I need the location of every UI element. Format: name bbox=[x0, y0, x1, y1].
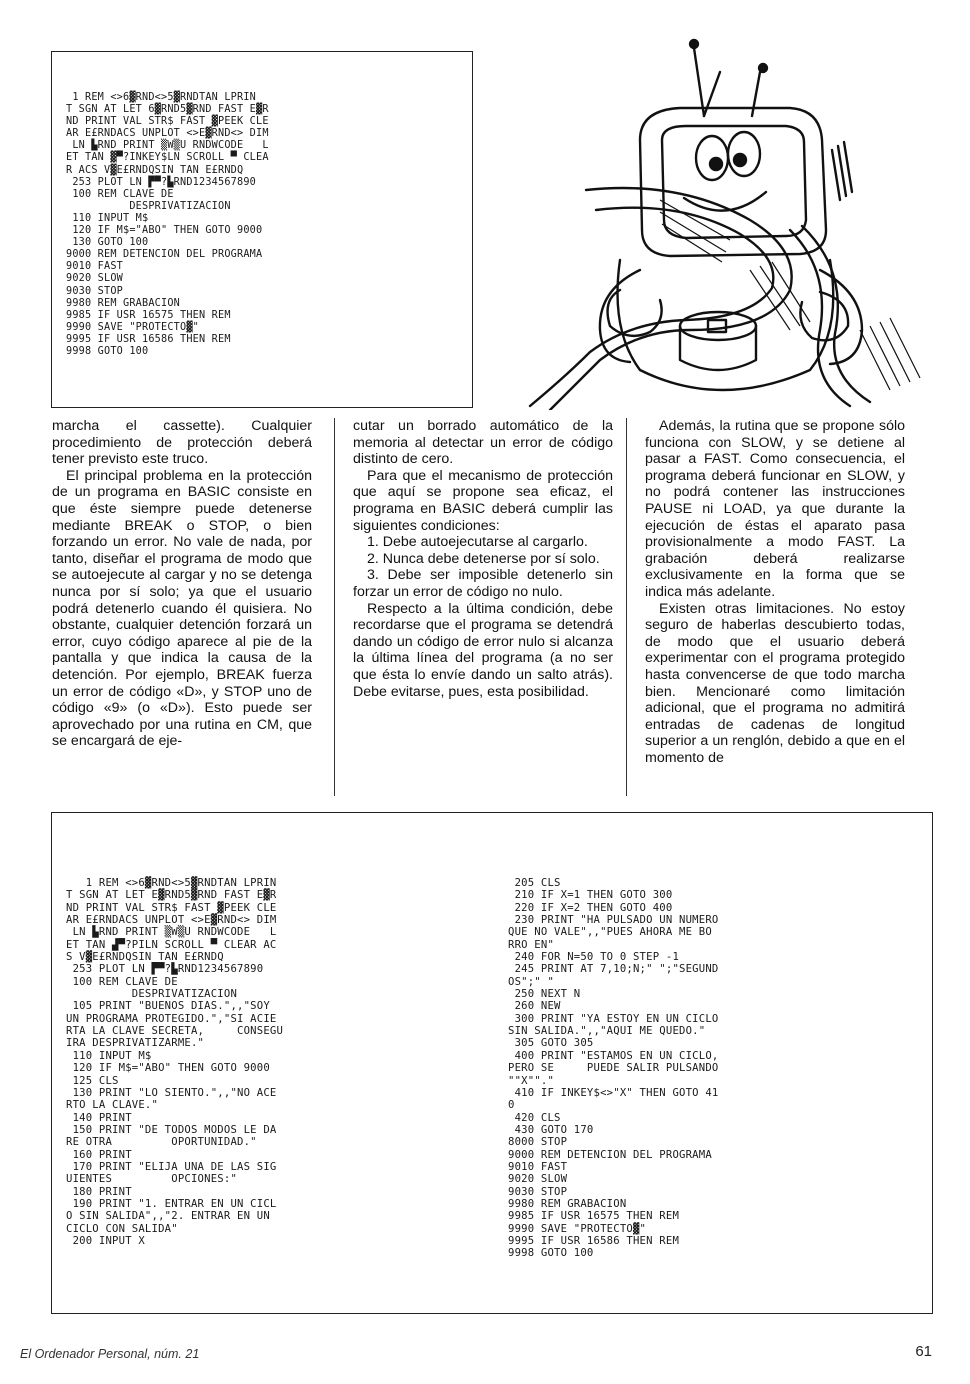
column-divider bbox=[334, 418, 335, 796]
text-column-3 bbox=[645, 418, 905, 766]
basic-listing-short: 1 REM <>6▓RND<>5▓RNDTAN LPRIN T SGN AT LET 6▓RND5▓RND FAST E▓R ND PRINT VAL STR$ FAST ▓PEEK CLE AR E£RNDACS UNPLOT <>E▓RND<> DIM LN ▙RND PRINT ▒W▒U RNDWCODE L ET TAN ▓▀?INKEY$LN SCROLL ▀ CLEA R ACS V▓E£RNDQSIN TAN E£RNDQ 253 PLOT LN ▛▀?▙RND1234567890 100 REM CLAVE DE DESPRIVATIZACION 110 INPUT M$ 120 IF M$="ABO" THEN GOTO 9000 130 GOTO 100 9000 REM DETENCION DEL PROGRAMA 9010 FAST 9020 SLOW 9030 STOP 9980 REM GRABACION 9985 IF USR 16575 THEN REM 9990 SAVE "PROTECTO▓" 9995 IF USR 16586 THEN REM 9998 GOTO 100 bbox=[66, 92, 269, 357]
paragraph: El principal problema en la protección de un programa en BASIC consiste en que éste siempre puede detenerse mediante BREAK o STOP, o bien forzando un error. No vale de nada, por tanto, diseñar el programa de modo que se autoejecute al cargar y no se detenga nunca por sí solo; ya que el usuario podrá detenerlo cuando él quisiera. No obstante, cualquier detención forzará un error, cuyo código aparece al pie de la pantalla y que indica la causa de la detención. Por ejemplo, BREAK fuerza un error de código «D», y STOP uno de código «9» (o «D»). Esto puede ser aprovechado por una rutina en CM, que se encargará de eje- bbox=[52, 467, 312, 750]
list-item: 3. Debe ser imposible detenerlo sin forzar un error de código no nulo. bbox=[353, 567, 613, 600]
paragraph: Existen otras limitaciones. No estoy seguro de haberlas descubierto todas, de modo que el usuario deberá experimentar con el programa protegido hasta convencerse de que todo marcha bien. Mencionaré como limitación adicional, que el programa no admitirá entradas de cadenas de longitud superior a un renglón, debido a que en el momento de bbox=[645, 600, 905, 766]
publication-footer: El Ordenador Personal, núm. 21 bbox=[20, 1347, 200, 1361]
list-item: 2. Nunca debe detenerse por sí solo. bbox=[367, 550, 600, 567]
list-item: 1. Debe autoejecutarse al cargarlo. bbox=[367, 534, 588, 551]
column-divider bbox=[626, 418, 627, 796]
basic-listing-left: 1 REM <>6▓RND<>5▓RNDTAN LPRIN T SGN AT LET E▓RND5▓RND FAST E▓R ND PRINT VAL STR$ FAST ▓PEEK CLE AR E£RNDACS UNPLOT <>E▓RND<> DIM LN ▙RND PRINT ▒W▒U RNDWCODE L ET TAN ▟▀?PILN SCROLL ▀ CLEAR AC S V▓E£RNDQSIN TAN E£RNDQ 253 PLOT LN ▛▀?▙RND1234567890 100 REM CLAVE DE DESPRIVATIZACION 105 PRINT "BUENOS DIAS.",,"SOY UN PROGRAMA PROTEGIDO.","SI ACIE RTA LA CLAVE SECRETA, CONSEGU IRA DESPRIVATIZARME." 110 INPUT M$ 120 IF M$="ABO" THEN GOTO 9000 125 CLS 130 PRINT "LO SIENTO.",,"NO ACE RTO LA CLAVE." 140 PRINT 150 PRINT "DE TODOS MODOS LE DA RE OTRA OPORTUNIDAD." 160 PRINT 170 PRINT "ELIJA UNA DE LAS SIG UIENTES OPCIONES:" 180 PRINT 190 PRINT "1. ENTRAR EN UN CICL O SIN SALIDA",,"2. ENTRAR EN UN CICLO CON SALIDA" 200 INPUT X bbox=[66, 877, 284, 1247]
paragraph: Para que el mecanismo de protección que aquí se propone sea eficaz, el programa en BASIC deberá cumplir las siguientes condiciones: bbox=[353, 467, 613, 534]
paragraph: cutar un borrado automático de la memoria al detectar un error de código distinto de cero. bbox=[353, 418, 613, 468]
text-column-2 bbox=[353, 418, 613, 700]
basic-listing-right: 205 CLS 210 IF X=1 THEN GOTO 300 220 IF X=2 THEN GOTO 400 230 PRINT "HA PULSADO UN NUMERO QUE NO VALE",,"PUES AHORA ME BO RRO EN" 240 FOR N=50 TO 0 STEP -1 245 PRINT AT 7,10;N;" ";"SEGUND OS";" " 250 NEXT N 260 NEW 300 PRINT "YA ESTOY EN UN CICLO SIN SALIDA.",,"AQUI ME QUEDO." 305 GOTO 305 400 PRINT "ESTAMOS EN UN CICLO, PERO SE PUEDE SALIR PULSANDO ""X""." 410 IF INKEY$<>"X" THEN GOTO 41 0 420 CLS 430 GOTO 170 8000 STOP 9000 REM DETENCION DEL PROGRAMA 9010 FAST 9020 SLOW 9030 STOP 9980 REM GRABACION 9985 IF USR 16575 THEN REM 9990 SAVE "PROTECTO▓" 9995 IF USR 16586 THEN REM 9998 GOTO 100 bbox=[508, 877, 719, 1260]
page-number: 61 bbox=[915, 1343, 932, 1360]
top-listing-box bbox=[51, 51, 473, 408]
robot-computer-illustration bbox=[490, 30, 960, 410]
bottom-listing-box bbox=[51, 812, 933, 1314]
paragraph: Respecto a la última condición, debe recordarse que el programa se detendrá dando un código de error nulo si alcanza la última línea del programa (a no ser que ésta lo envíe dando un salto atrás). Debe evitarse, pues, esta posibilidad. bbox=[353, 600, 613, 700]
paragraph: Además, la rutina que se propone sólo funciona con SLOW, y se detiene al pasar a FAST. Como consecuencia, el programa deberá funcionar en SLOW, y no podrá contener las instrucciones PAUSE ni LOAD, ya que durante la ejecución de éstas el aparato pasa provisionalmente a modo FAST. La grabación deberá realizarse exclusivamente en la forma que se indica más adelante. bbox=[645, 418, 905, 600]
text-column-1 bbox=[52, 418, 312, 750]
paragraph: marcha el cassette). Cualquier procedimiento de protección deberá tener previsto este truco. bbox=[52, 418, 312, 468]
